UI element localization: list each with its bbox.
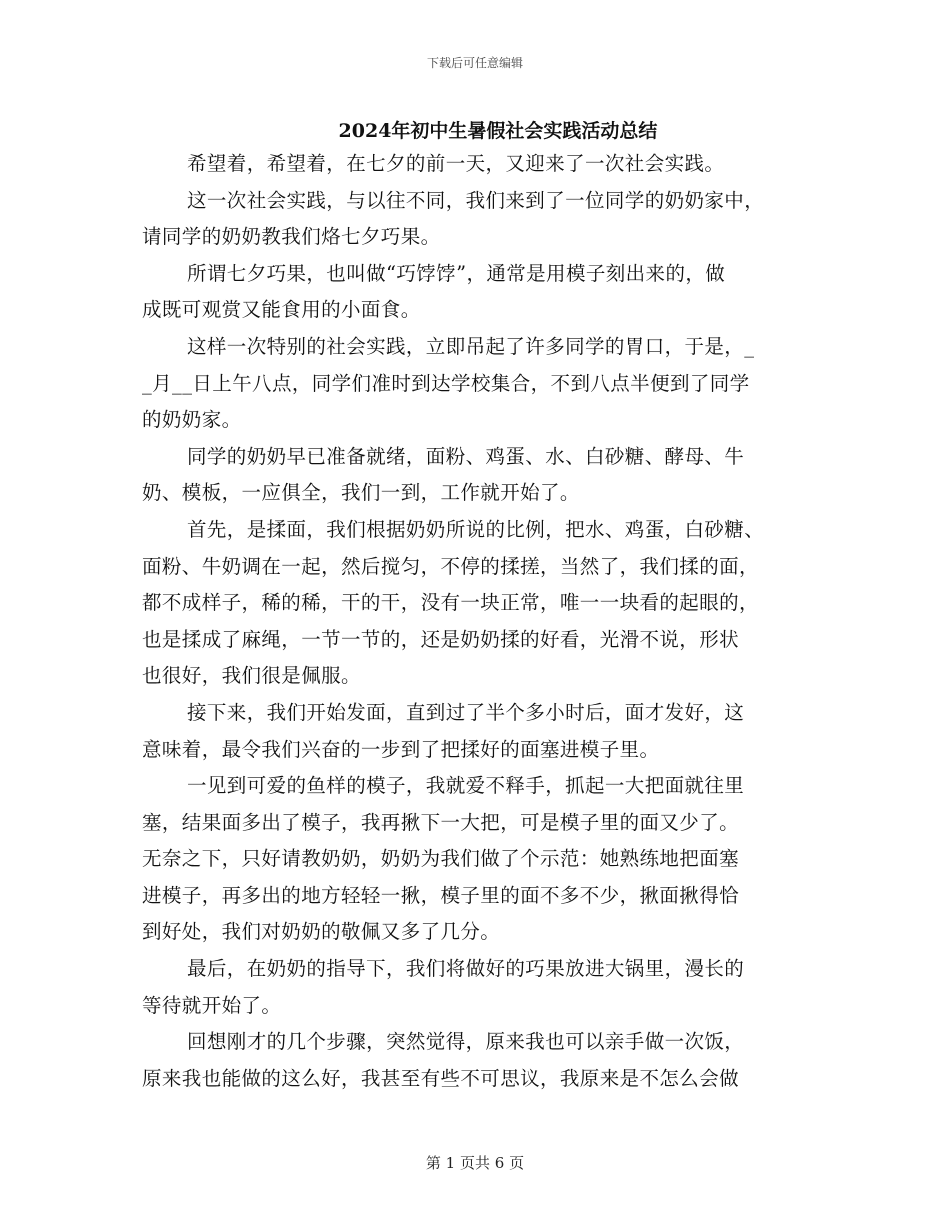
- body-line: 最后，在奶奶的指导下，我们将做好的巧果放进大锅里，漫长的: [187, 957, 745, 981]
- document-body: [142, 146, 808, 1097]
- body-line: _月__日上午八点，同学们准时到达学校集合，不到八点半便到了同学: [142, 371, 750, 395]
- body-line: 回想刚才的几个步骤，突然觉得，原来我也可以亲手做一次饭，: [187, 1030, 745, 1054]
- body-line: 所谓七夕巧果，也叫做“巧饽饽”，通常是用模子刻出来的，做: [187, 261, 726, 285]
- body-line: 的奶奶家。: [142, 408, 242, 432]
- page-footer: 第 1 页共 6 页: [425, 1154, 525, 1172]
- body-line: 成既可观赏又能食用的小面食。: [142, 298, 421, 322]
- body-line: 到好处，我们对奶奶的敬佩又多了几分。: [142, 920, 501, 944]
- body-line: 意味着，最令我们兴奋的一步到了把揉好的面塞进模子里。: [142, 737, 660, 761]
- body-line: 原来我也能做的这么好，我甚至有些不可思议，我原来是不怎么会做: [142, 1066, 740, 1090]
- document-title: 2024年初中生暑假社会实践活动总结: [338, 120, 658, 142]
- page-header-note: 下载后可任意编辑: [426, 56, 523, 70]
- body-line: 无奈之下，只好请教奶奶，奶奶为我们做了个示范：她熟练地把面塞: [142, 847, 740, 871]
- body-line: 希望着，希望着，在七夕的前一天，又迎来了一次社会实践。: [187, 152, 725, 175]
- body-line: 塞，结果面多出了模子，我再揪下一大把，可是模子里的面又少了。: [142, 810, 740, 834]
- body-line: 奶、模板，一应俱全，我们一到，工作就开始了。: [142, 481, 580, 505]
- body-line: 请同学的奶奶教我们烙七夕巧果。: [142, 225, 441, 249]
- body-line: 也很好，我们很是佩服。: [142, 664, 361, 688]
- body-line: 同学的奶奶早已准备就绪，面粉、鸡蛋、水、白砂糖、酵母、牛: [187, 444, 745, 468]
- body-line: 面粉、牛奶调在一起，然后搅匀，不停的揉搓，当然了，我们揉的面，: [142, 554, 759, 578]
- body-line: 首先，是揉面，我们根据奶奶所说的比例，把水、鸡蛋，白砂糖、: [187, 517, 765, 541]
- body-line: 都不成样子，稀的稀，干的干，没有一块正常，唯一一块看的起眼的，: [142, 591, 759, 615]
- body-line: 这样一次特别的社会实践，立即吊起了许多同学的胃口，于是，_: [187, 334, 755, 358]
- body-line: 进模子，再多出的地方轻轻一揪，模子里的面不多不少，揪面揪得恰: [142, 883, 740, 907]
- body-line: 也是揉成了麻绳，一节一节的，还是奶奶揉的好看，光滑不说，形状: [142, 627, 740, 651]
- body-line: 一见到可爱的鱼样的模子，我就爱不释手，抓起一大把面就往里: [187, 774, 745, 798]
- body-line: 接下来，我们开始发面，直到过了半个多小时后，面才发好，这: [187, 700, 745, 724]
- body-line: 这一次社会实践，与以往不同，我们来到了一位同学的奶奶家中，: [187, 188, 765, 212]
- body-line: 等待就开始了。: [142, 993, 282, 1017]
